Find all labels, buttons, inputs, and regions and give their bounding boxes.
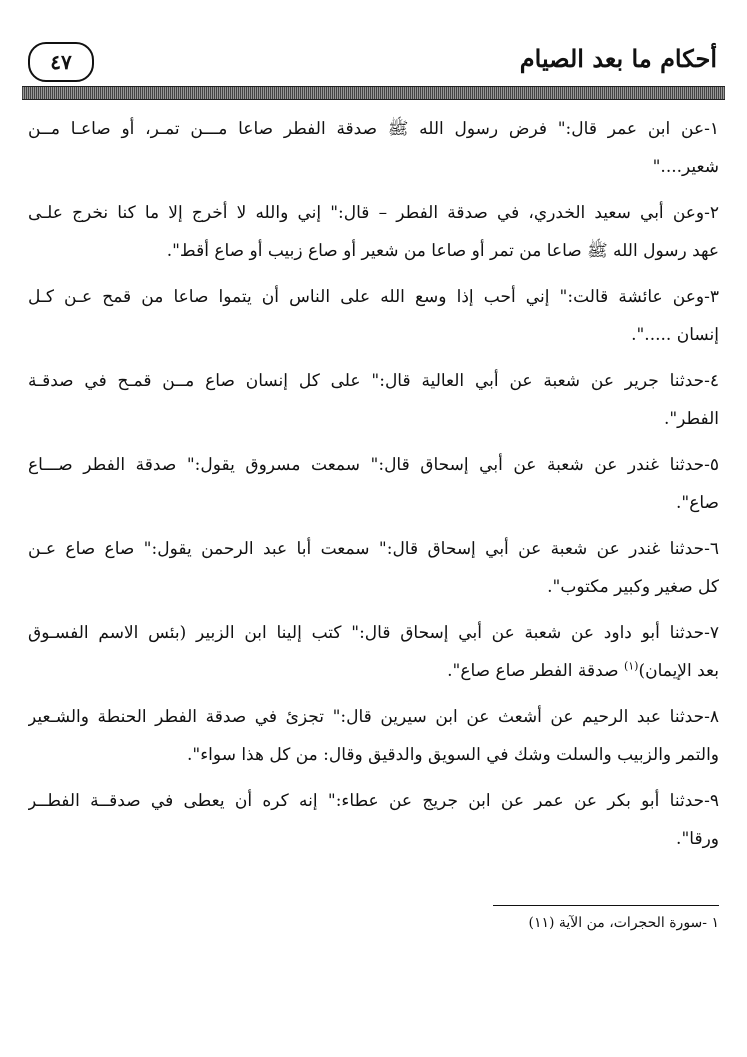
hadith-4 xyxy=(28,362,719,438)
hadith-6 xyxy=(28,530,719,606)
hadith-line: كل صغير وكبير مكتوب". xyxy=(547,577,719,597)
hadith-line: ٥-حدثنا غندر عن شعبة عن أبي إسحاق قال:" سمعت مسروق يقول:" صدقة الفطر صـــاع xyxy=(28,455,719,475)
hadith-line: ٢-وعن أبي سعيد الخدري، في صدقة الفطر – قال:" إني والله لا أخرج إلا ما كنا نخرج علـى xyxy=(28,203,719,223)
hadith-line: الفطر". xyxy=(663,409,719,429)
hadith-text: صدقة الفطر صاع صاع". xyxy=(447,661,624,681)
hadith-9 xyxy=(28,782,719,858)
hadith-line: ١-عن ابن عمر قال:" فرض رسول الله ﷺ صدقة الفطر صاعا مـــن تمـر، أو صاعـا مــن xyxy=(28,119,719,139)
page-number: ٤٧ xyxy=(28,42,94,82)
hadith-line: إنسان .....". xyxy=(631,325,719,345)
hadith-8 xyxy=(28,698,719,774)
footnote: ١ -سورة الحجرات، من الآية (١١) xyxy=(528,915,719,931)
footnote-reference: (١) xyxy=(623,659,639,673)
hadith-line: ٩-حدثنا أبو بكر عن عمر عن ابن جريج عن عطاء:" إنه كره أن يعطى في صدقــة الفطــر xyxy=(28,791,719,811)
hadith-line: والتمر والزبيب والسلت وشك في السويق والدقيق وقال: من كل هذا سواء". xyxy=(186,745,719,765)
hadith-line: عهد رسول الله ﷺ صاعا من تمر أو صاعا من شعير أو صاع زبيب أو صاع أقط". xyxy=(166,241,719,261)
hadith-line: صاع". xyxy=(676,493,719,513)
header-rule xyxy=(22,86,725,100)
hadith-line: ٣-وعن عائشة قالت:" إني أحب إذا وسع الله على الناس أن يتموا صاعا من قمح عـن كـل xyxy=(28,287,719,307)
hadith-list xyxy=(28,110,719,866)
hadith-5 xyxy=(28,446,719,522)
hadith-line xyxy=(28,652,719,690)
hadith-1 xyxy=(28,110,719,186)
hadith-line: ٨-حدثنا عبد الرحيم عن أشعث عن ابن سيرين قال:" تجزئ في صدقة الفطر الحنطة والشـعير xyxy=(28,707,719,727)
running-title: أحكام ما بعد الصيام xyxy=(519,44,717,73)
hadith-text: بعد الإيمان) xyxy=(638,661,719,681)
hadith-line: ورقا". xyxy=(676,829,719,849)
hadith-7 xyxy=(28,614,719,690)
hadith-line: ٧-حدثنا أبو داود عن شعبة عن أبي إسحاق قال:" كتب إلينا ابن الزبير (بئس الاسم الفسـوق xyxy=(28,623,719,643)
hadith-line: شعير...." xyxy=(652,157,719,177)
page-header xyxy=(22,38,725,84)
footnote-divider xyxy=(493,905,719,906)
hadith-line: ٦-حدثنا غندر عن شعبة عن أبي إسحاق قال:" سمعت أبا عبد الرحمن يقول:" صاع صاع عـن xyxy=(28,539,719,559)
hadith-3 xyxy=(28,278,719,354)
hadith-2 xyxy=(28,194,719,270)
hadith-line: ٤-حدثنا جرير عن شعبة عن أبي العالية قال:" على كل إنسان صاع مــن قمـح في صدقـة xyxy=(28,371,719,391)
